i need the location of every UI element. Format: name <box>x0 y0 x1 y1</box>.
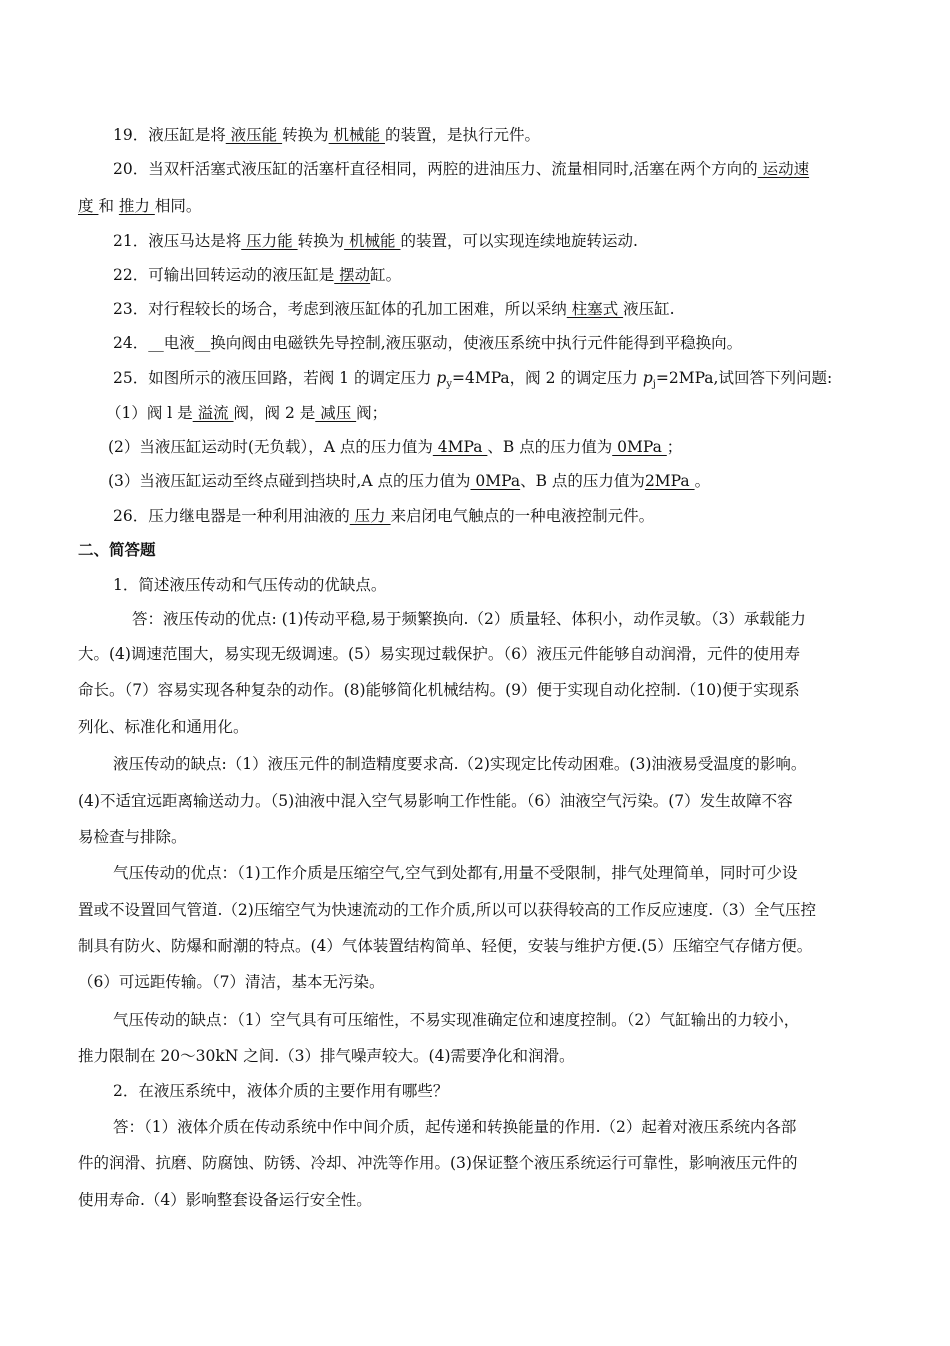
answer-blank: 溢流 <box>192 404 234 422</box>
answer-2-line: 答：（1）液体介质在传动系统中作中间介质，起传递和转换能量的作用.（2）起着对液压系统内各部 <box>113 1118 797 1136</box>
question-25-part1 <box>106 402 904 424</box>
text: 25．如图所示的液压回路，若阀 1 的调定压力 <box>113 369 437 387</box>
answer-1d-line: 气压传动的缺点：（1）空气具有可压缩性，不易实现准确定位和速度控制。（2）气缸输出的力较小， <box>113 1011 800 1029</box>
question-22 <box>113 264 876 286</box>
answer-blank: 柱塞式 <box>566 300 624 318</box>
answer-1c-line: 制具有防火、防爆和耐潮的特点。(4）气体装置结构简单、轻便，安装与维护方便.(5）压缩空气存储方便。 <box>78 937 813 955</box>
question-25-part3 <box>108 470 906 492</box>
question-23 <box>113 298 876 320</box>
subscript: y <box>446 379 452 391</box>
answer-2-line: 使用寿命.（4）影响整套设备运行安全性。 <box>78 1191 372 1209</box>
answer-blank: 压力 <box>349 507 391 525</box>
text: (3）当液压缸运动至终点碰到挡块时,A 点的压力值为 <box>108 472 471 490</box>
text: 22．可输出回转运动的液压缸是 <box>113 266 335 284</box>
text: 20．当双杆活塞式液压缸的活塞杆直径相同，两腔的进油压力、流量相同时,活塞在两个方向的 <box>113 160 758 178</box>
question-19 <box>113 124 876 146</box>
text: 相同。 <box>154 197 202 215</box>
text: 的装置，可以实现连续地旋转运动. <box>400 232 638 250</box>
answer-blank: 0MPa <box>612 438 667 456</box>
question-25 <box>113 367 876 396</box>
answer-1c-line: 置或不设置回气管道.（2)压缩空气为快速流动的工作介质,所以可以获得较高的工作反应速度.（3）全气压控 <box>78 901 817 919</box>
text: 转换为 <box>297 232 345 250</box>
short-question-2: 2．在液压系统中，液体介质的主要作用有哪些？ <box>113 1082 449 1100</box>
text: ； <box>666 438 683 456</box>
text: 转换为 <box>282 126 329 144</box>
answer-blank: 机械能 <box>344 232 401 250</box>
question-25-part2 <box>108 436 906 458</box>
text: =2MPa,试回答下列问题: <box>655 369 833 387</box>
text: 阀； <box>356 404 388 422</box>
text: 和 <box>98 197 119 215</box>
text: （1）阀 l 是 <box>106 404 193 422</box>
text: (2）当液压缸运动时(无负载），A 点的压力值为 <box>108 438 433 456</box>
answer-blank: 运动速 <box>757 160 810 178</box>
symbol-p: p <box>642 369 653 387</box>
answer-blank: 度 <box>78 197 99 215</box>
symbol-p: p <box>436 369 447 387</box>
answer-1-line: 大。(4)调速范围大，易实现无级调速。(5）易实现过载保护。（6）液压元件能够自动润滑，元件的使用寿 <box>78 645 800 663</box>
subscript: j <box>652 379 656 391</box>
answer-blank: 减压 <box>315 404 357 422</box>
answer-blank: 推力 <box>118 197 155 215</box>
answer-2-line: 件的润滑、抗磨、防腐蚀、防锈、冷却、冲洗等作用。(3)保证整个液压系统运行可靠性，影响液压元件的 <box>78 1154 798 1172</box>
answer-blank: 4MPa <box>432 438 488 456</box>
section-heading: 二、简答题 <box>78 540 156 559</box>
text: 、B 点的压力值为 <box>487 438 613 456</box>
question-20-line1 <box>113 158 876 180</box>
answer-blank: 24．__电液__ <box>113 334 211 352</box>
text: 21．液压马达是将 <box>113 232 242 250</box>
answer-1c-line: 气压传动的优点：（1)工作介质是压缩空气,空气到处都有,用量不受限制，排气处理简单，同时可少设 <box>113 864 798 882</box>
text: 。 <box>694 472 711 490</box>
question-20-line2 <box>78 195 876 217</box>
text: 液压缸. <box>623 300 675 318</box>
answer-blank: 摆动 <box>334 266 371 284</box>
text: 阀，阀 2 是 <box>233 404 316 422</box>
answer-1-line: 命长。（7）容易实现各种复杂的动作。(8)能够简化机械结构。(9）便于实现自动化控制.（10)便于实现系 <box>78 681 800 699</box>
answer-1d-line: 推力限制在 20～30kN 之间.（3）排气噪声较大。(4)需要净化和润滑。 <box>78 1047 575 1065</box>
text: 的装置，是执行元件。 <box>384 126 540 144</box>
answer-1b-line: 液压传动的缺点:（1）液压元件的制造精度要求高.（2)实现定比传动困难。(3)油液易受温度的影响。 <box>113 755 807 773</box>
answer-1b-line: 易检查与排除。 <box>78 828 187 846</box>
short-question-1: 1．简述液压传动和气压传动的优缺点。 <box>113 576 387 594</box>
answer-blank: 压力能 <box>241 232 298 250</box>
text: 缸。 <box>370 266 402 284</box>
text: 23．对行程较长的场合，考虑到液压缸体的孔加工困难，所以采纳 <box>113 300 567 318</box>
text: 26．压力继电器是一种利用油液的 <box>113 507 350 525</box>
question-26 <box>113 505 876 527</box>
answer-1c-line: （6）可远距传输。（7）清洁，基本无污染。 <box>78 973 385 991</box>
text: 19．液压缸是将 <box>113 126 226 144</box>
question-24 <box>113 332 876 354</box>
answer-blank: 液压能 <box>225 126 283 144</box>
answer-1b-line: (4)不适宜远距离输送动力。（5)油液中混入空气易影响工作性能。（6）油液空气污染。(7）发生故障不容 <box>78 792 793 810</box>
text: 、B 点的压力值为 <box>520 472 645 490</box>
answer-blank: 0MPa <box>470 472 521 490</box>
answer-1-line: 列化、标准化和通用化。 <box>78 718 249 736</box>
answer-1-line: 答：液压传动的优点: (1)传动平稳,易于频繁换向.（2）质量轻、体积小，动作灵敏。（3）承载能力 <box>132 610 806 628</box>
answer-blank: 机械能 <box>328 126 385 144</box>
text: =4MPa，阀 2 的调定压力 <box>451 369 643 387</box>
text: 来启闭电气触点的一种电液控制元件。 <box>390 507 655 525</box>
question-21 <box>113 230 876 252</box>
text: 换向阀由电磁铁先导控制,液压驱动，使液压系统中执行元件能得到平稳换向。 <box>210 334 743 352</box>
answer-blank: 2MPa <box>644 472 695 490</box>
